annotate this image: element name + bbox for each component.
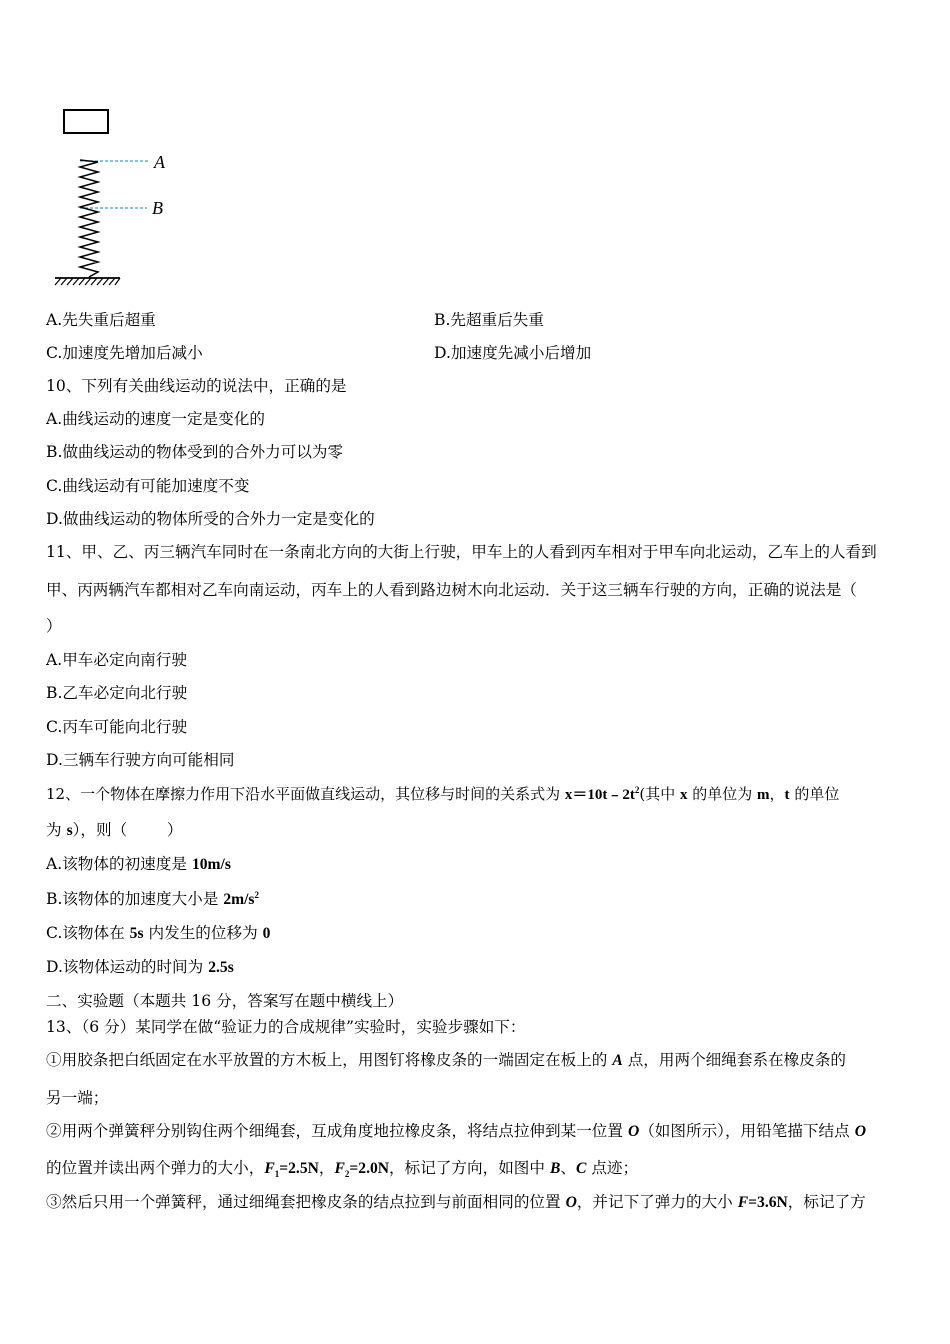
q13-f-value: =3.6N	[748, 1194, 788, 1211]
q11-stem-line2: 甲、丙两辆汽车都相对乙车向南运动，丙车上的人看到路边树木向北运动．关于这三辆车行驶的方向，正确的说法是（	[46, 581, 857, 599]
q12-option-b-value: 2m/s	[223, 891, 255, 908]
q13-step3-line1	[46, 1192, 866, 1213]
block	[64, 110, 108, 133]
q12-var-t: t	[784, 787, 790, 803]
q12-option-c-text: 内发生的位移为	[143, 924, 263, 942]
q13-step1-text: ①用胶条把白纸固定在水平放置的方木板上，用图钉将橡皮条的一端固定在板上的	[46, 1051, 613, 1069]
q13-step2-text: ②用两个弹簧秤分别钩住两个细绳套，互成角度地拉橡皮条，将结点拉伸到某一位置	[46, 1122, 628, 1140]
q12-stem-text: 12、一个物体在摩擦力作用下沿水平面做直线运动，其位移与时间的关系式为	[46, 785, 565, 803]
q9-option-a: A.先失重后超重	[46, 311, 156, 329]
q11-option-c: C.丙车可能向北行驶	[46, 718, 188, 736]
q13-step2-text: 、	[560, 1159, 576, 1177]
q12-option-d-value: 2.5s	[208, 959, 234, 976]
spring-block-figure	[50, 100, 190, 290]
q12-stem-text: 的单位为	[687, 785, 758, 803]
q13-step2-text: ，标记了方向，如图中	[389, 1159, 550, 1177]
q10-option-c: C.曲线运动有可能加速度不变	[46, 477, 250, 495]
q13-heading: 13、（6 分）某同学在做“验证力的合成规律”实验时，实验步骤如下：	[46, 1018, 526, 1036]
ground-hatch	[55, 278, 120, 285]
q12-stem-text: 为	[46, 821, 67, 839]
q13-point-o: O	[565, 1194, 577, 1211]
q12-option-a-text: A.该物体的初速度是	[46, 855, 192, 873]
q13-f1-subscript: 1	[274, 1169, 280, 1179]
q13-point-o: O	[854, 1123, 866, 1140]
q13-step3-text: ，并记下了弹力的大小	[576, 1193, 738, 1211]
q12-option-c-value: 0	[262, 925, 271, 942]
q12-stem-text: ，	[769, 785, 785, 803]
q13-step2-line1	[46, 1121, 866, 1142]
q12-option-b	[46, 889, 259, 910]
q12-option-b-exponent: 2	[254, 889, 259, 900]
q13-point-o: O	[627, 1123, 640, 1140]
spring	[80, 160, 98, 277]
q12-option-b-text: B.该物体的加速度大小是	[46, 890, 224, 908]
label-b: B	[152, 198, 163, 218]
q12-formula: x＝10t﹣2t	[564, 787, 635, 803]
q13-step2-text: 点迹；	[586, 1159, 639, 1177]
q13-step2-text: （如图所示），用铅笔描下结点	[639, 1122, 855, 1140]
q13-step1-line1	[46, 1050, 846, 1071]
q12-option-c-text: C.该物体在	[46, 924, 130, 942]
q12-stem-line2	[46, 820, 182, 841]
q12-var-x: x	[679, 787, 688, 803]
q11-option-d: D.三辆车行驶方向可能相同	[46, 751, 235, 769]
q12-stem-line1	[46, 784, 839, 805]
q13-step3-text: ，标记了方	[787, 1193, 866, 1211]
q12-option-d	[46, 957, 234, 978]
q9-option-b: B.先超重后失重	[434, 311, 544, 329]
q13-point-a: A	[612, 1052, 623, 1069]
q10-option-b: B.做曲线运动的物体受到的合外力可以为零	[46, 443, 344, 461]
label-a: A	[154, 152, 165, 172]
q9-option-c: C.加速度先增加后减小	[46, 344, 203, 362]
q12-option-a-value: 10m/s	[191, 856, 231, 873]
q12-formula-exponent: 2	[634, 785, 640, 795]
q13-step1-line2: 另一端；	[46, 1089, 109, 1107]
q12-option-c	[46, 923, 270, 944]
q12-unit-m: m	[757, 787, 770, 803]
q12-stem-text: 的单位	[789, 785, 840, 803]
section2-heading: 二、实验题（本题共 16 分，答案写在题中横线上）	[46, 992, 404, 1010]
q13-step2-text: ，	[318, 1159, 335, 1177]
q12-option-a	[46, 854, 231, 875]
q13-f2-subscript: 2	[344, 1169, 350, 1179]
q11-stem-line1: 11、甲、乙、丙三辆汽车同时在一条南北方向的大街上行驶，甲车上的人看到丙车相对于甲车向北运动，乙车上的人看到	[46, 543, 877, 561]
q13-point-b: B	[549, 1160, 561, 1177]
q10-option-d: D.做曲线运动的物体所受的合外力一定是变化的	[46, 510, 375, 528]
q13-step3-text: ③然后只用一个弹簧秤，通过细绳套把橡皮条的结点拉到与前面相同的位置	[46, 1193, 566, 1211]
q11-option-a: A.甲车必定向南行驶	[46, 651, 187, 669]
q13-f2-value: =2.0N	[349, 1160, 390, 1177]
q12-answer-blank: ），则（ ）	[72, 821, 183, 839]
q13-f2-symbol: F	[334, 1160, 345, 1177]
q13-f1-symbol: F	[264, 1160, 275, 1177]
q13-f1-value: =2.5N	[279, 1160, 319, 1177]
q12-option-c-time: 5s	[129, 925, 144, 942]
q13-point-c: C	[575, 1160, 587, 1177]
q11-stem-line3: ）	[46, 617, 62, 635]
q13-step2-line2	[46, 1158, 638, 1179]
q12-stem-text: (其中	[639, 785, 680, 803]
q13-step2-text: 的位置并读出两个弹力的大小，	[46, 1159, 265, 1177]
q13-step1-text: 点，用两个细绳套系在橡皮条的	[622, 1051, 847, 1069]
q12-option-d-text: D.该物体运动的时间为	[46, 958, 209, 976]
q11-option-b: B.乙车必定向北行驶	[46, 684, 188, 702]
q10-option-a: A.曲线运动的速度一定是变化的	[46, 410, 265, 428]
q13-f-symbol: F	[737, 1194, 749, 1211]
q12-unit-s: s	[66, 822, 73, 839]
q9-option-d: D.加速度先减小后增加	[434, 344, 592, 362]
q10-stem: 10、下列有关曲线运动的说法中，正确的是	[46, 377, 347, 395]
